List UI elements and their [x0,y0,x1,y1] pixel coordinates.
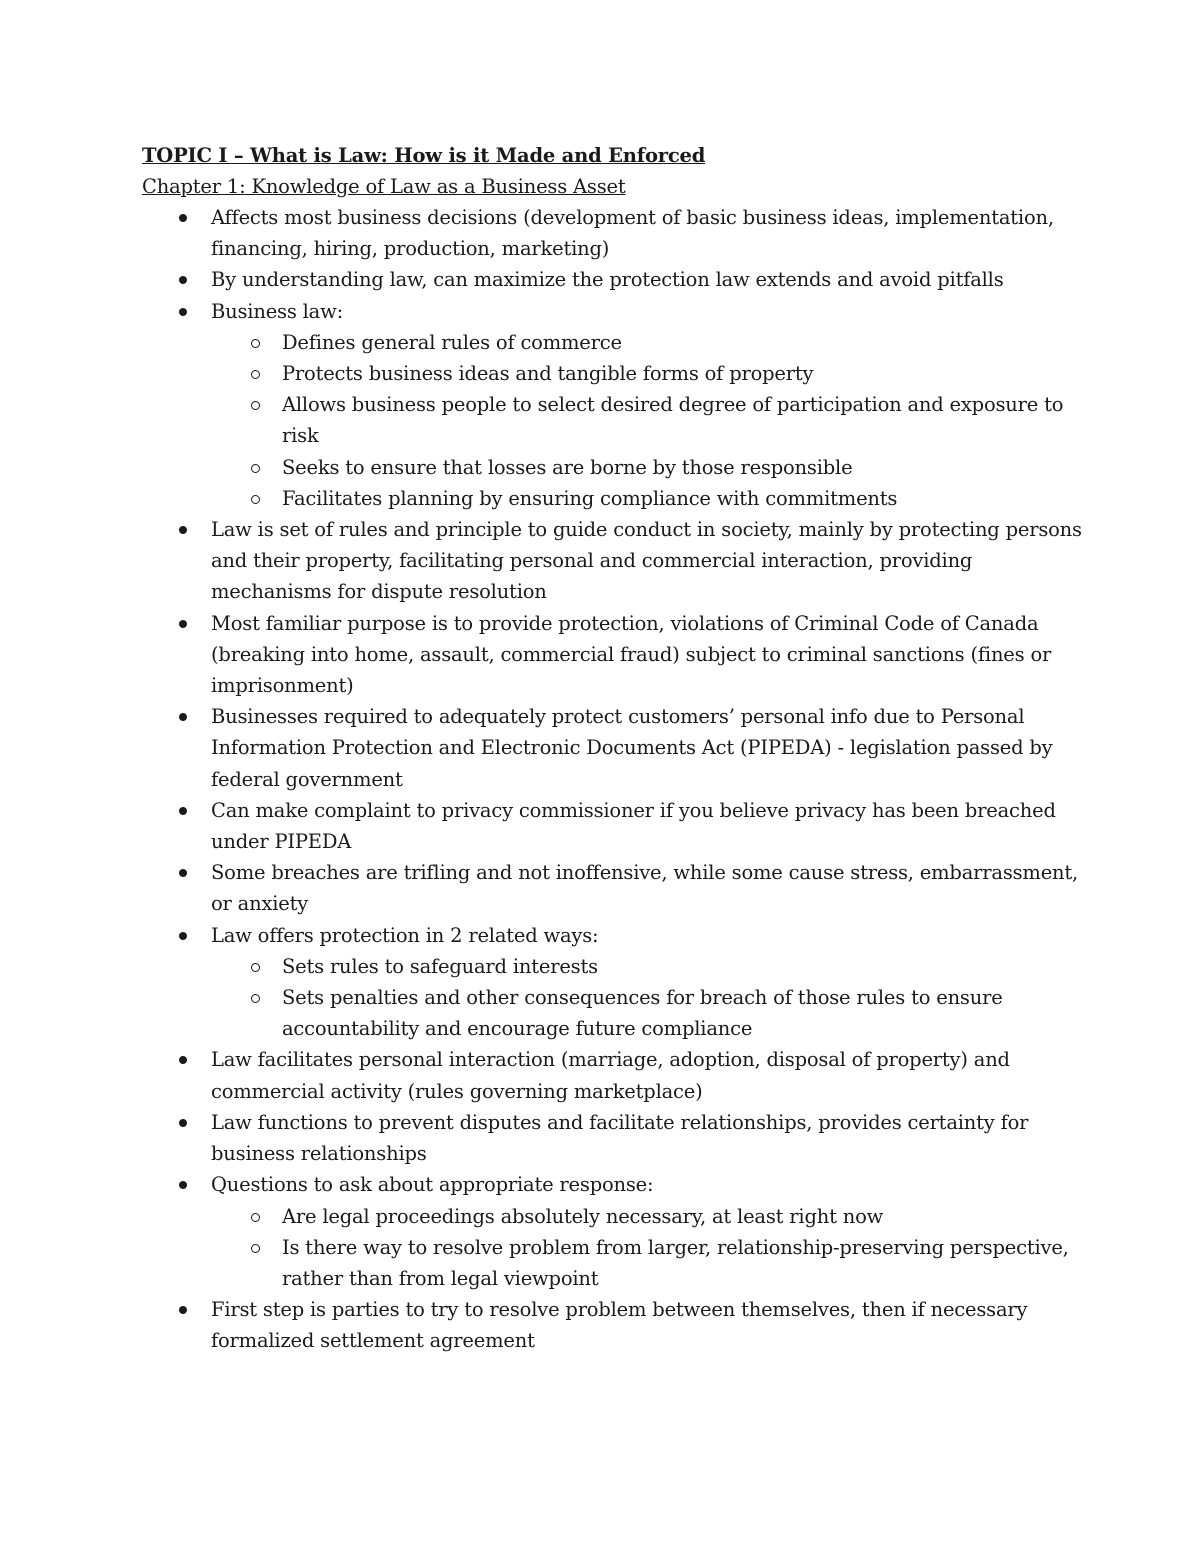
list-item [211,795,1082,857]
list-item [211,857,1082,919]
list-item-text: Law is set of rules and principle to guide conduct in society, mainly by protecting persons and their property, facilitating personal and commercial interaction, providing mechanisms for dispute resolution [211,518,1082,604]
sub-bullet-list [211,951,1082,1045]
list-item [211,1169,1082,1294]
list-item [211,296,1082,514]
list-item-text: Law facilitates personal interaction (marriage, adoption, disposal of property) and commercial activity (rules governing marketplace) [211,1048,1010,1103]
list-item-text: Business law: [211,299,343,323]
sub-list-item: Sets rules to safeguard interests [282,951,1082,982]
list-item-text: Questions to ask about appropriate response: [211,1173,654,1197]
sub-list-item: Seeks to ensure that losses are borne by those responsible [282,452,1082,483]
sub-list-item: Is there way to resolve problem from larger, relationship-preserving perspective, rather than from legal viewpoint [282,1232,1082,1294]
sub-list-item: Defines general rules of commerce [282,327,1082,358]
list-item-text: Law offers protection in 2 related ways: [211,923,599,947]
list-item [211,608,1082,702]
chapter-heading: Chapter 1: Knowledge of Law as a Business Asset [142,175,626,198]
list-item [211,920,1082,1045]
list-item-text: Law functions to prevent disputes and facilitate relationships, provides certainty for business relationships [211,1110,1029,1166]
list-item-text: Some breaches are trifling and not inoffensive, while some cause stress, embarrassment, or anxiety [211,861,1079,916]
list-item [211,1044,1082,1106]
sub-list-item: Sets penalties and other consequences for breach of those rules to ensure accountability and encourage future compliance [282,982,1082,1044]
sub-list-item: Protects business ideas and tangible forms of property [282,358,1082,389]
list-item-text: Businesses required to adequately protect customers’ personal info due to Personal Information Protection and Electronic Documents Act (PIPEDA) - legislation passed by federal government [211,705,1053,791]
sub-bullet-list [211,1201,1082,1295]
list-item [211,514,1082,608]
list-item [211,1294,1082,1356]
sub-list-item: Allows business people to select desired degree of participation and exposure to risk [282,389,1082,451]
sub-bullet-list [211,327,1082,514]
list-item [211,264,1082,295]
topic-heading: TOPIC I – What is Law: How is it Made and Enforced [142,144,706,167]
list-item [211,202,1082,264]
list-item-text: Can make complaint to privacy commissioner if you believe privacy has been breached under PIPEDA [211,798,1056,854]
list-item-text: Most familiar purpose is to provide protection, violations of Criminal Code of Canada (breaking into home, assault, commercial fraud) subject to criminal sanctions (fines or imprisonment) [211,611,1052,698]
bullet-list [142,202,1082,1357]
sub-list-item: Are legal proceedings absolutely necessary, at least right now [282,1201,1082,1232]
list-item-text: Affects most business decisions (development of basic business ideas, implementation, financing, hiring, production, marketing) [211,206,1054,261]
list-item [211,701,1082,795]
list-item-text: First step is parties to try to resolve problem between themselves, then if necessary formalized settlement agreement [211,1298,1028,1353]
document-page [142,140,1082,1357]
sub-list-item: Facilitates planning by ensuring compliance with commitments [282,483,1082,514]
list-item [211,1107,1082,1169]
list-item-text: By understanding law, can maximize the protection law extends and avoid pitfalls [211,268,1004,292]
